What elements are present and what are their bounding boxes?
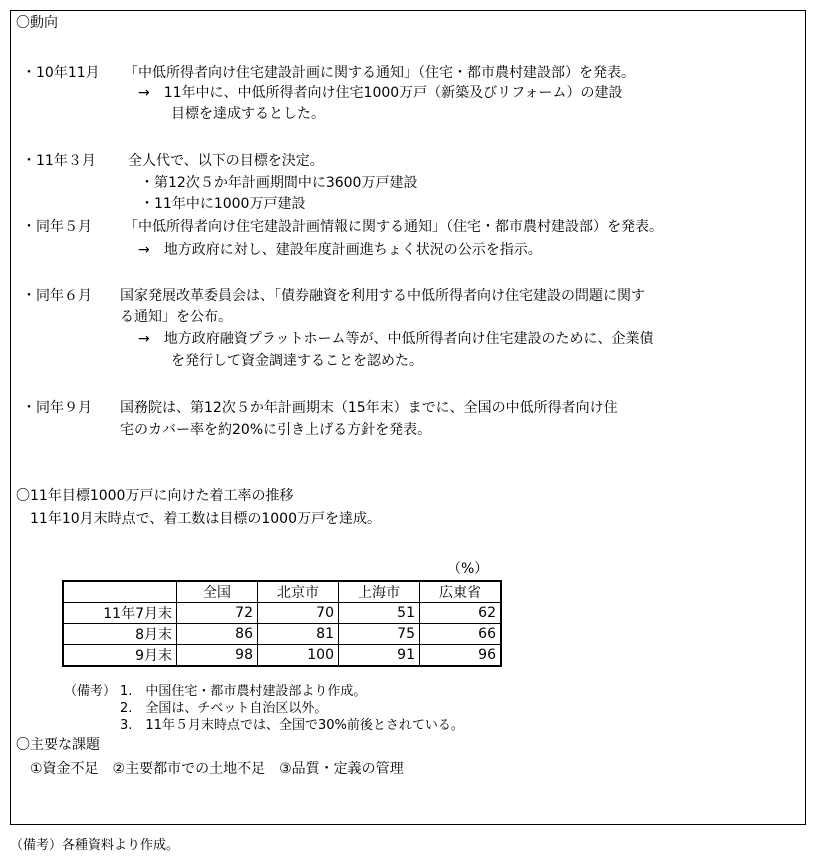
table-cell: 72: [177, 603, 258, 624]
issues-list: ①資金不足 ②主要都市での土地不足 ③品質・定義の管理: [30, 761, 404, 777]
note-item: 3. 11年５月末時点では、全国で30%前後とされている。: [120, 718, 464, 733]
entry-text: 「中低所得者向け住宅建設計画情報に関する通知」（住宅・都市農村建設部）を発表。: [124, 219, 663, 235]
table-corner-cell: [63, 581, 177, 603]
table-cell: 96: [420, 645, 502, 667]
table-unit: （%）: [447, 561, 489, 577]
entry-text: 全人代で、以下の目標を決定。: [128, 153, 324, 169]
entry-text: 国務院は、第12次５か年計画期末（15年末）までに、全国の中低所得者向け住: [120, 400, 618, 416]
entry-sub: ・第12次５か年計画期間中に3600万戸建設: [140, 175, 418, 191]
entry-sub: → 地方政府融資プラットホーム等が、中低所得者向け住宅建設のために、企業債: [138, 331, 654, 347]
entry-text: 国家発展改革委員会は、「債券融資を利用する中低所得者向け住宅建設の問題に関す: [120, 288, 645, 304]
entry-sub: → 地方政府に対し、建設年度計画進ちょく状況の公示を指示。: [138, 242, 542, 258]
entry-text: 「中低所得者向け住宅建設計画に関する通知」（住宅・都市農村建設部）を発表。: [124, 65, 635, 81]
table-cell: 51: [339, 603, 420, 624]
column-header: 上海市: [339, 581, 420, 603]
entry-text-continued: 宅のカバー率を約20%に引き上げる方針を発表。: [120, 422, 432, 438]
column-header: 広東省: [420, 581, 502, 603]
table-cell: 70: [258, 603, 339, 624]
table-header-row: [63, 581, 501, 603]
row-header: 8月末: [63, 624, 177, 645]
column-header: 北京市: [258, 581, 339, 603]
entry-sub: → 11年中に、中低所得者向け住宅1000万戸（新築及びリフォーム）の建設: [138, 85, 623, 101]
section-heading-trends: 〇動向: [16, 15, 58, 31]
section-lead: 11年10月末時点で、着工数は目標の1000万戸を達成。: [30, 511, 381, 527]
entry-date: ・同年５月: [22, 219, 92, 235]
table-cell: 81: [258, 624, 339, 645]
table-row: [63, 645, 501, 667]
entry-date: ・11年３月: [22, 153, 96, 169]
entry-text-continued: る通知」を公布。: [120, 309, 232, 325]
row-header: 11年7月末: [63, 603, 177, 624]
entry-date: ・同年９月: [22, 400, 92, 416]
note-item: 1. 中国住宅・都市農村建設部より作成。: [120, 684, 367, 699]
table-cell: 66: [420, 624, 502, 645]
table-cell: 62: [420, 603, 502, 624]
table-cell: 100: [258, 645, 339, 667]
entry-sub: ・11年中に1000万戸建設: [140, 196, 306, 212]
entry-date: ・10年11月: [22, 65, 100, 81]
start-rate-table: [62, 580, 502, 667]
notes-label: （備考）: [64, 684, 117, 699]
section-heading-issues: 〇主要な課題: [16, 737, 100, 753]
entry-sub: 目標を達成するとした。: [171, 106, 325, 122]
table-row: [63, 624, 501, 645]
entry-sub: を発行して資金調達することを認めた。: [171, 353, 423, 369]
source-note: （備考）各種資料より作成。: [10, 838, 180, 853]
entry-date: ・同年６月: [22, 288, 92, 304]
table-cell: 91: [339, 645, 420, 667]
note-item: 2. 全国は、チベット自治区以外。: [120, 701, 328, 716]
table-cell: 98: [177, 645, 258, 667]
table-row: [63, 603, 501, 624]
section-heading-start-rate: 〇11年目標1000万戸に向けた着工率の推移: [16, 488, 294, 504]
column-header: 全国: [177, 581, 258, 603]
table-cell: 86: [177, 624, 258, 645]
row-header: 9月末: [63, 645, 177, 667]
table-cell: 75: [339, 624, 420, 645]
